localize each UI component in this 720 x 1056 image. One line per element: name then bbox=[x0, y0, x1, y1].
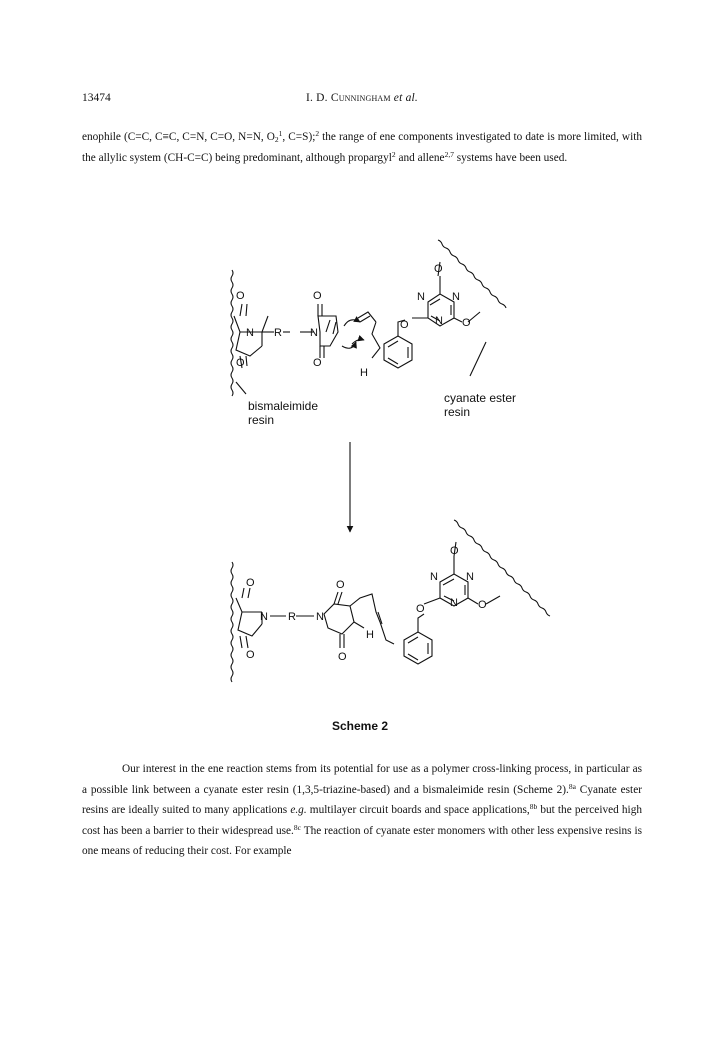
para1-text-2: , C=S); bbox=[282, 131, 316, 143]
atom-N-3: N bbox=[417, 291, 425, 303]
atom-H-1: H bbox=[360, 367, 368, 379]
atom-R-1: R bbox=[274, 327, 282, 339]
para1-text-1: enophile (C=C, C≡C, C=N, C=O, N=N, O bbox=[82, 131, 275, 143]
p-atom-O-4: O bbox=[338, 651, 347, 663]
allyl-group bbox=[358, 312, 380, 358]
p-atom-O-3: O bbox=[246, 649, 255, 661]
product-backbone-right bbox=[454, 520, 550, 616]
para2-text-3: multilayer circuit boards and space applications, bbox=[306, 804, 530, 816]
p-atom-N-2: N bbox=[316, 611, 324, 623]
p-atom-H-1: H bbox=[366, 629, 374, 641]
product-atom-labels bbox=[246, 545, 487, 663]
scheme-caption: Scheme 2 bbox=[331, 719, 389, 733]
product-backbone-left bbox=[231, 562, 233, 682]
atom-O-6: O bbox=[434, 263, 443, 275]
atom-N-2: N bbox=[310, 327, 318, 339]
p-atom-O-6: O bbox=[450, 545, 459, 557]
reference-8a: 8a bbox=[568, 781, 576, 791]
triazine-ring-bottom bbox=[440, 574, 468, 606]
benzene-ring-bottom bbox=[404, 632, 432, 664]
atom-O-7: O bbox=[462, 317, 471, 329]
p-atom-O-5: O bbox=[416, 603, 425, 615]
running-head-author: I. D. Cunningham bbox=[305, 92, 391, 104]
reference-2-7: 2,7 bbox=[444, 149, 454, 159]
para2-text-2: Cyanate ester resins are ideally suited to many applications bbox=[82, 783, 642, 816]
running-head-etal: et al. bbox=[393, 92, 418, 104]
atom-O-3: O bbox=[236, 357, 245, 369]
reference-2b: 2 bbox=[391, 149, 396, 159]
para1-text-5: systems have been used. bbox=[453, 151, 568, 164]
atom-N-4: N bbox=[452, 291, 460, 303]
p-atom-R-1: R bbox=[288, 611, 296, 623]
p-atom-O-7: O bbox=[478, 599, 487, 611]
atom-N-5: N bbox=[435, 315, 443, 327]
polymer-backbone-right bbox=[438, 240, 506, 308]
reactant-atom-labels bbox=[236, 263, 471, 379]
reference-8c: 8c bbox=[293, 822, 301, 832]
p-atom-N-5: N bbox=[450, 597, 458, 609]
page-number: 13474 bbox=[82, 92, 111, 104]
right-maleimide-ring bbox=[318, 316, 338, 346]
resin-labels bbox=[248, 391, 516, 427]
atom-O-1: O bbox=[236, 290, 245, 302]
p-atom-N-3: N bbox=[430, 571, 438, 583]
para2-text-5: The reaction of cyanate ester monomers with other less expensive resins is one means of reducing their cost. For example bbox=[82, 824, 642, 857]
para2-text-1: Our interest in the ene reaction stems from its potential for use as a polymer cross-linking process, in particular as a possible link between a cyanate ester resin (1,3,5-triazine-based) and a bismaleimide resin (Scheme 2). bbox=[82, 763, 642, 796]
running-head bbox=[82, 92, 642, 104]
atom-O-5: O bbox=[400, 319, 409, 331]
label-cyanate-ester: cyanate ester bbox=[444, 391, 517, 405]
triazine-ring-top bbox=[428, 294, 454, 326]
oxygen-subscript: 2 bbox=[274, 135, 279, 144]
atom-O-4: O bbox=[313, 357, 322, 369]
left-maleimide-ring bbox=[234, 316, 268, 356]
p-atom-N-1: N bbox=[260, 611, 268, 623]
reactants-structure bbox=[231, 240, 506, 396]
paragraph-ene-reaction bbox=[82, 759, 642, 862]
para2-text-4: but the perceived high cost has been a barrier to their widespread use. bbox=[82, 804, 642, 837]
p-atom-O-1: O bbox=[246, 577, 255, 589]
para1-text-3: the range of ene components investigated to date is more limited, with the allylic system (CH-C=C) being predominant, although propargyl bbox=[82, 131, 643, 164]
p-atom-O-2: O bbox=[336, 579, 345, 591]
reference-8b: 8b bbox=[529, 802, 538, 811]
oxygen-superscript: 1 bbox=[278, 129, 283, 138]
para2-eg: e.g. bbox=[290, 804, 307, 816]
succinimide-ring bbox=[324, 604, 354, 634]
atom-N-1: N bbox=[246, 327, 254, 339]
polymer-backbone-left bbox=[231, 270, 233, 396]
para1-text-4: and allene bbox=[395, 151, 445, 164]
label-resin-1: resin bbox=[248, 413, 275, 427]
product-structure bbox=[231, 520, 550, 682]
paragraph-enophile bbox=[82, 127, 642, 168]
benzene-ring-top bbox=[384, 336, 412, 368]
label-bismaleimide: bismaleimide bbox=[248, 399, 319, 413]
label-resin-2: resin bbox=[444, 405, 471, 419]
reference-2: 2 bbox=[315, 129, 320, 138]
p-atom-N-4: N bbox=[466, 571, 474, 583]
atom-O-2: O bbox=[313, 290, 322, 302]
page-header bbox=[82, 92, 642, 110]
